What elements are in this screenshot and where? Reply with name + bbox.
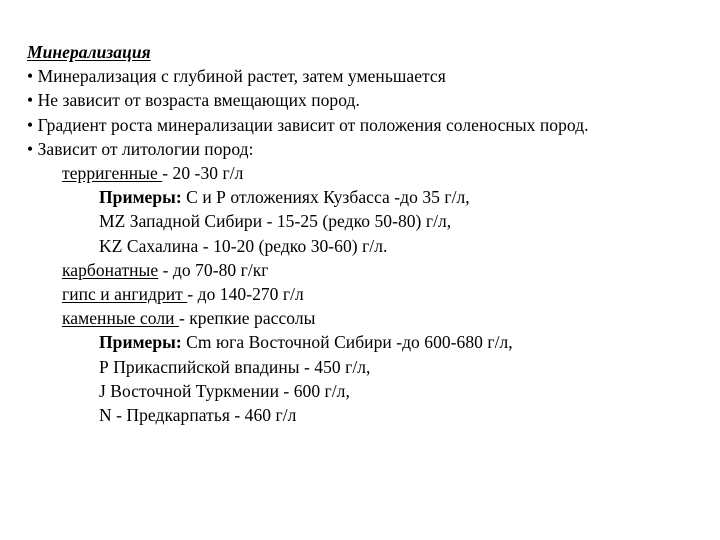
examples-label: Примеры: [99,332,182,353]
slide-content [27,40,707,427]
bullet-item: • Зависит от литологии пород: [27,138,254,159]
bullet-item: • Градиент роста минерализации зависит от положения соленосных пород. [27,114,589,135]
lithology-term: карбонатные [62,259,159,280]
bullet-item: • Минерализация с глубиной растет, затем уменьшается [27,66,446,87]
examples-line [27,330,707,354]
lithology-value: - 20 -30 г/л [162,163,244,184]
example-text: KZ Сахалина - 10-20 (редко 30-60) г/л. [99,235,388,256]
lithology-value: - до 140-270 г/л [187,284,304,305]
lithology-gypsum [27,282,707,306]
examples-label: Примеры: [99,187,182,208]
example-text: MZ Западной Сибири - 15-25 (редко 50-80) г/л, [99,211,452,232]
example-text: С и Р отложениях Кузбасса -до 35 г/л, [181,187,470,208]
slide-title: Минерализация [27,42,151,62]
lithology-value: - до 70-80 г/кг [158,259,269,280]
lithology-term: терригенные [62,163,163,184]
lithology-value: - крепкие рассолы [178,308,316,329]
bullet-item: • Не зависит от возраста вмещающих пород. [27,90,360,111]
examples-line [27,185,707,209]
example-text: Р Прикаспийской впадины - 450 г/л, [99,356,371,377]
lithology-rock-salt [27,306,707,330]
lithology-term: каменные соли [62,308,179,329]
example-text: Cm юга Восточной Сибири -до 600-680 г/л, [181,332,513,353]
lithology-term: гипс и ангидрит [62,284,188,305]
example-text: J Восточной Туркмении - 600 г/л, [99,380,350,401]
lithology-carbonate [27,258,707,282]
lithology-terrigenous [27,161,707,185]
example-text: N - Предкарпатья - 460 г/л [99,405,297,426]
